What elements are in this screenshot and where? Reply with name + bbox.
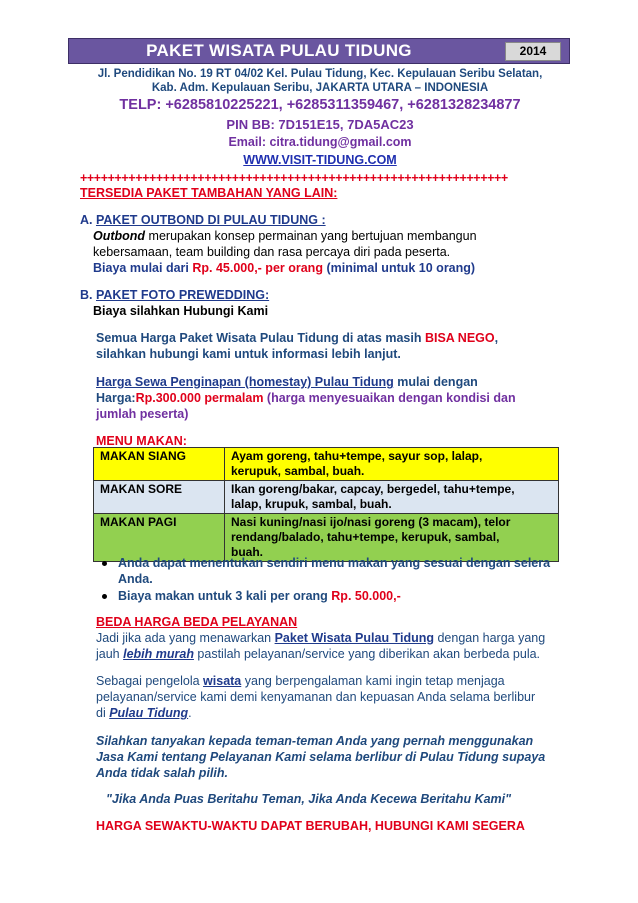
- homestay-price-line: [96, 390, 516, 406]
- homestay-price-note-2: jumlah peserta): [96, 407, 189, 421]
- beda-p1-text-4: pastilah pelayanan/service yang diberikan akan berbeda pula.: [193, 647, 541, 661]
- menu-name: MAKAN PAGI: [94, 514, 225, 562]
- outbond-desc-line-2: kebersamaan, team building dan rasa percaya diri pada peserta.: [93, 245, 451, 259]
- address-line-1: Jl. Pendidikan No. 19 RT 04/02 Kel. Pulau Tidung, Kec. Kepulauan Seribu Selatan,: [97, 68, 543, 80]
- menu-row-sore: [94, 481, 559, 514]
- beda-p2-text-3: di: [96, 706, 110, 720]
- menu-heading: MENU MAKAN:: [96, 434, 187, 448]
- menu-items-line: kerupuk, sambal, buah.: [231, 464, 365, 478]
- bullet-dot-icon: [102, 594, 107, 599]
- pulau-tidung-link[interactable]: Pulau Tidung: [109, 706, 189, 720]
- nego-highlight: BISA NEGO: [424, 331, 495, 345]
- beda-p3-line-1: Silahkan tanyakan kepada teman-teman Anda yang pernah menggunakan: [96, 734, 534, 748]
- menu-items-line: Ayam goreng, tahu+tempe, sayur sop, lalap,: [231, 449, 483, 463]
- beda-p2-text: Sebagai pengelola: [96, 674, 204, 688]
- beda-p1-text-3: jauh: [96, 647, 124, 661]
- outbond-price-line: [93, 260, 475, 276]
- plus-divider: ++++++++++++++++++++++++++++++++++++++++++++++++++++++++++++++: [80, 171, 508, 185]
- beda-p2-period: .: [188, 706, 192, 720]
- beda-p3-line-2: Jasa Kami tentang Pelayanan Kami selama berlibur di Pulau Tidung supaya: [96, 750, 546, 764]
- prewedding-price: Biaya silahkan Hubungi Kami: [93, 304, 269, 318]
- section-a-heading: [80, 212, 326, 228]
- outbond-desc-text: merupakan konsep permainan yang bertujuan membangun: [145, 229, 477, 243]
- menu-items-line: Ikan goreng/bakar, capcay, bergedel, tahu+tempe,: [231, 482, 515, 496]
- menu-name: MAKAN SORE: [94, 481, 225, 514]
- menu-bullet-1: [118, 555, 563, 587]
- meal-price: Rp. 50.000,-: [331, 589, 401, 603]
- beda-p1-line-2: [96, 646, 540, 662]
- menu-items: [225, 448, 559, 481]
- menu-table: [93, 447, 559, 562]
- menu-items-line: buah.: [231, 545, 263, 559]
- outbond-price-label: Biaya mulai dari: [93, 261, 193, 275]
- bullet-dot-icon: [102, 561, 107, 566]
- beda-p2-text-2: yang berpengalaman kami ingin tetap menjaga: [241, 674, 505, 688]
- outbond-desc-line-1: [93, 228, 477, 244]
- year-badge: 2014: [505, 42, 561, 61]
- outbond-word: Outbond: [93, 229, 146, 243]
- tagline-quote: "Jika Anda Puas Beritahu Teman, Jika Anda Kecewa Beritahu Kami": [106, 792, 512, 806]
- homestay-price-note: (harga menyesuaikan dengan kondisi dan: [263, 391, 516, 405]
- wisata-link[interactable]: wisata: [203, 674, 242, 688]
- beda-p3-line-3: Anda tidak salah pilih.: [96, 766, 228, 780]
- menu-name: MAKAN SIANG: [94, 448, 225, 481]
- beda-p2-line-1: [96, 673, 505, 689]
- homestay-price: Rp.300.000 permalam: [135, 391, 264, 405]
- section-b-heading: [80, 287, 269, 303]
- extra-heading: TERSEDIA PAKET TAMBAHAN YANG LAIN:: [80, 186, 338, 200]
- homestay-line: [96, 374, 478, 390]
- menu-bullet-2: [118, 588, 401, 604]
- beda-p1-line-1: [96, 630, 545, 646]
- website-link[interactable]: WWW.VISIT-TIDUNG.COM: [243, 153, 397, 167]
- beda-heading: BEDA HARGA BEDA PELAYANAN: [96, 615, 298, 629]
- title-bar: [68, 38, 570, 64]
- email-line: Email: citra.tidung@gmail.com: [228, 135, 412, 149]
- bullet-2-text: Biaya makan untuk 3 kali per orang: [118, 589, 332, 603]
- bullet-1-line-2: Anda.: [118, 572, 153, 586]
- paket-wisata-link[interactable]: Paket Wisata Pulau Tidung: [274, 631, 434, 645]
- menu-items-line: Nasi kuning/nasi ijo/nasi goreng (3 macam), telor: [231, 515, 511, 529]
- telp-line: TELP: +6285810225221, +6285311359467, +6281328234877: [119, 97, 521, 113]
- section-a-title: PAKET OUTBOND DI PULAU TIDUNG :: [95, 213, 326, 227]
- outbond-price: Rp. 45.000,- per orang: [192, 261, 323, 275]
- beda-p2-line-2: pelayanan/service kami demi kenyamanan dan kepuasan Anda selama berlibur: [96, 690, 536, 704]
- homestay-price-label: Harga:: [96, 391, 136, 405]
- price-change-notice: HARGA SEWAKTU-WAKTU DAPAT BERUBAH, HUBUNGI KAMI SEGERA: [96, 819, 525, 833]
- section-a-prefix: A.: [80, 213, 96, 227]
- nego-line-1: [96, 330, 498, 346]
- section-b-title: PAKET FOTO PREWEDDING:: [95, 288, 270, 302]
- beda-p1-text: Jadi jika ada yang menawarkan: [96, 631, 275, 645]
- nego-comma: ,: [494, 331, 499, 345]
- menu-items-line: lalap, krupuk, sambal, buah.: [231, 497, 392, 511]
- bullet-1-line-1: Anda dapat menentukan sendiri menu makan yang sesuai dengan selera: [118, 556, 551, 570]
- outbond-price-note: (minimal untuk 10 orang): [322, 261, 476, 275]
- nego-text: Semua Harga Paket Wisata Pulau Tidung di atas masih: [96, 331, 425, 345]
- pin-bb-line: PIN BB: 7D151E15, 7DA5AC23: [226, 117, 414, 132]
- beda-p2-line-3: [96, 705, 192, 721]
- homestay-rest: mulai dengan: [393, 375, 478, 389]
- beda-p1-text-2: dengan harga yang: [434, 631, 546, 645]
- nego-line-2: silahkan hubungi kami untuk informasi lebih lanjut.: [96, 347, 401, 361]
- lebih-murah-link[interactable]: lebih murah: [123, 647, 194, 661]
- page-title: PAKET WISATA PULAU TIDUNG: [146, 41, 412, 60]
- menu-items-line: rendang/balado, tahu+tempe, kerupuk, sambal,: [231, 530, 500, 544]
- menu-items: [225, 481, 559, 514]
- address-line-2: Kab. Adm. Kepulauan Seribu, JAKARTA UTARA – INDONESIA: [151, 82, 489, 94]
- menu-row-siang: [94, 448, 559, 481]
- homestay-link[interactable]: Harga Sewa Penginapan (homestay) Pulau Tidung: [96, 375, 394, 389]
- section-b-prefix: B.: [80, 288, 96, 302]
